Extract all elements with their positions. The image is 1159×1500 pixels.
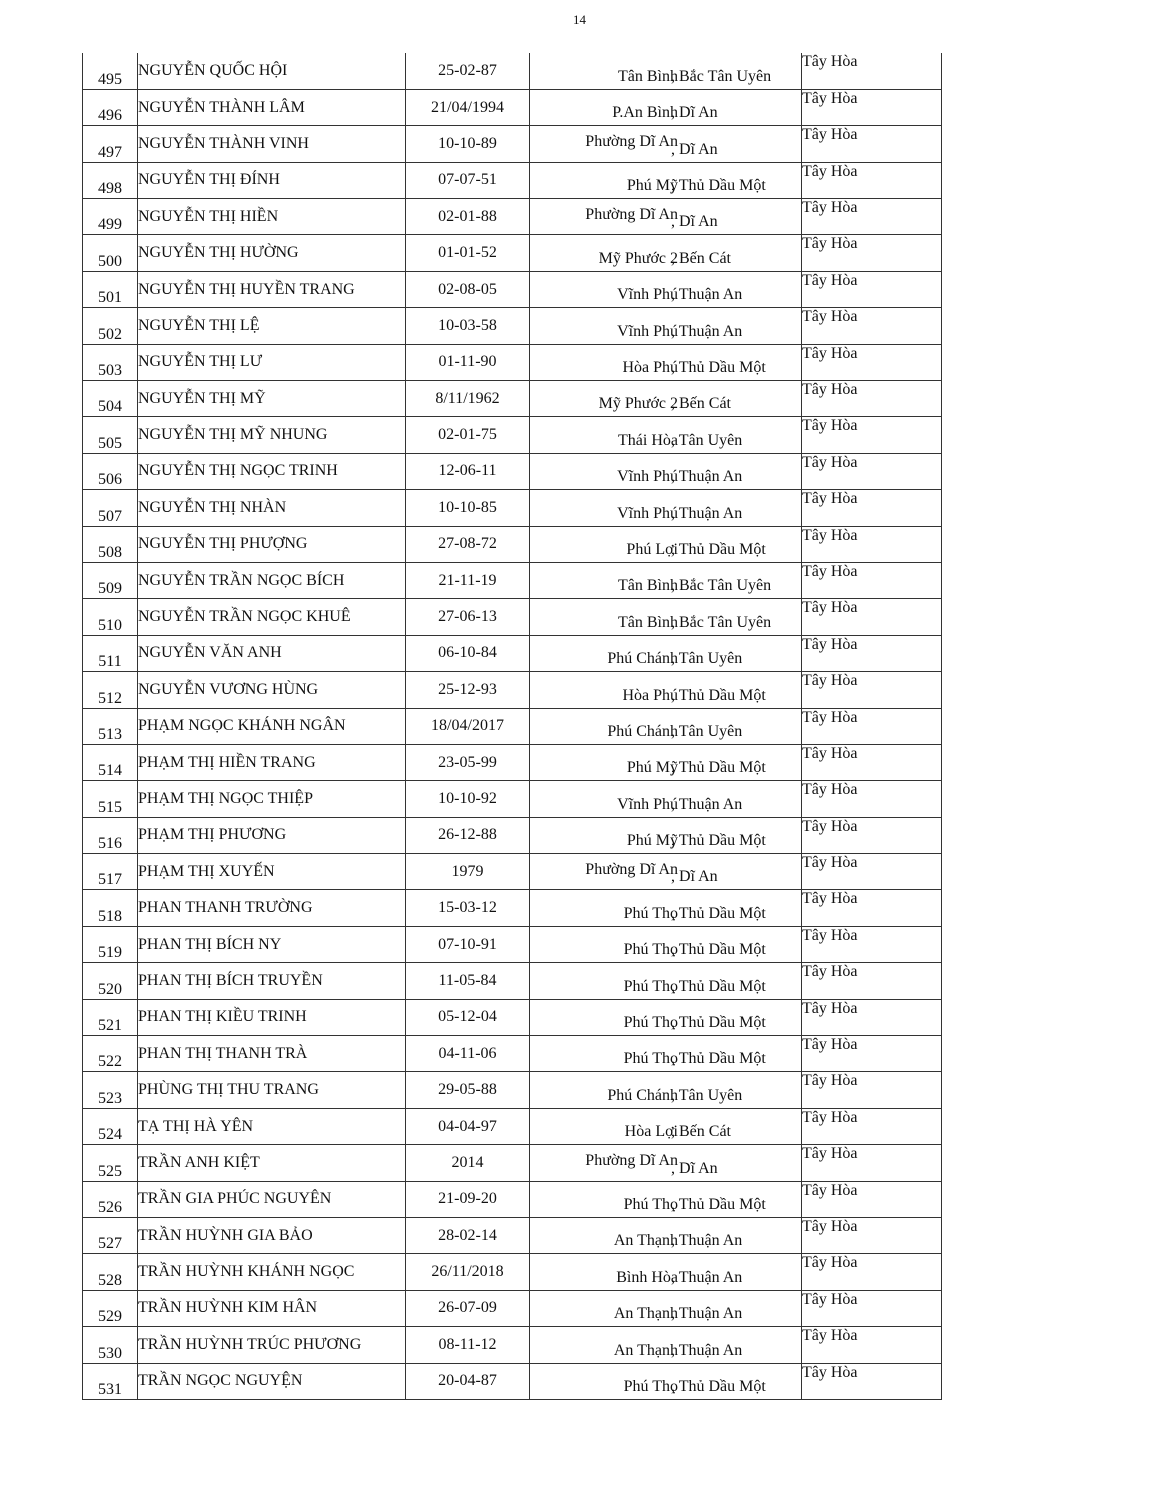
table-row bbox=[83, 417, 942, 453]
birth-date-cell: 05-12-04 bbox=[406, 999, 530, 1035]
address-cell bbox=[530, 854, 802, 890]
birth-date-cell: 01-11-90 bbox=[406, 344, 530, 380]
address-cell bbox=[530, 199, 802, 235]
birth-date-cell: 10-10-85 bbox=[406, 490, 530, 526]
row-number-cell: 525 bbox=[83, 1145, 138, 1181]
table-row bbox=[83, 199, 942, 235]
district-text: , Bến Cát bbox=[671, 1123, 731, 1141]
table-row bbox=[83, 89, 942, 125]
district-text: , Thuận An bbox=[671, 504, 743, 522]
row-number-cell: 520 bbox=[83, 963, 138, 999]
unit-cell: Tây Hòa bbox=[802, 1218, 942, 1254]
unit-cell: Tây Hòa bbox=[802, 963, 942, 999]
table-row bbox=[83, 672, 942, 708]
ward-text: Phường Dĩ An bbox=[585, 1152, 678, 1170]
district-text: , Thủ Dầu Một bbox=[671, 686, 766, 704]
full-name-cell: NGUYỄN THÀNH LÂM bbox=[138, 89, 406, 125]
row-number-cell: 499 bbox=[83, 199, 138, 235]
table-row bbox=[83, 1363, 942, 1399]
district-text: , Thủ Dầu Một bbox=[671, 759, 766, 777]
table-row bbox=[83, 381, 942, 417]
birth-date-cell: 06-10-84 bbox=[406, 635, 530, 671]
table-row bbox=[83, 53, 942, 89]
table-row bbox=[83, 1254, 942, 1290]
row-number-cell: 528 bbox=[83, 1254, 138, 1290]
table-row bbox=[83, 999, 942, 1035]
table-row bbox=[83, 708, 942, 744]
address-cell bbox=[530, 781, 802, 817]
address-cell bbox=[530, 1145, 802, 1181]
full-name-cell: NGUYỄN THỊ PHƯỢNG bbox=[138, 526, 406, 562]
ward-text: Vĩnh Phú bbox=[617, 468, 678, 486]
birth-date-cell: 11-05-84 bbox=[406, 963, 530, 999]
address-cell bbox=[530, 963, 802, 999]
birth-date-cell: 1979 bbox=[406, 854, 530, 890]
unit-cell: Tây Hòa bbox=[802, 999, 942, 1035]
unit-cell: Tây Hòa bbox=[802, 562, 942, 598]
ward-text: Thái Hòa bbox=[618, 431, 678, 449]
address-cell bbox=[530, 381, 802, 417]
address-cell bbox=[530, 1072, 802, 1108]
birth-date-cell: 12-06-11 bbox=[406, 453, 530, 489]
ward-text: Hòa Phú bbox=[622, 686, 678, 704]
address-cell bbox=[530, 1181, 802, 1217]
unit-cell: Tây Hòa bbox=[802, 1254, 942, 1290]
address-cell bbox=[530, 453, 802, 489]
address-cell bbox=[530, 1218, 802, 1254]
full-name-cell: TRẦN HUỲNH KIM HÂN bbox=[138, 1290, 406, 1326]
ward-text: An Thạnh bbox=[613, 1341, 678, 1359]
row-number-cell: 518 bbox=[83, 890, 138, 926]
table-row bbox=[83, 635, 942, 671]
district-text: , Thuận An bbox=[671, 322, 743, 340]
row-number-cell: 517 bbox=[83, 854, 138, 890]
district-text: , Bắc Tân Uyên bbox=[671, 67, 772, 85]
unit-cell: Tây Hòa bbox=[802, 635, 942, 671]
table-row bbox=[83, 781, 942, 817]
table-row bbox=[83, 308, 942, 344]
full-name-cell: PHÙNG THỊ THU TRANG bbox=[138, 1072, 406, 1108]
unit-cell: Tây Hòa bbox=[802, 344, 942, 380]
row-number-cell: 529 bbox=[83, 1290, 138, 1326]
ward-text: Tân Bình bbox=[618, 613, 678, 631]
ward-text: Mỹ Phước 2 bbox=[598, 249, 678, 267]
full-name-cell: NGUYỄN VƯƠNG HÙNG bbox=[138, 672, 406, 708]
birth-date-cell: 25-02-87 bbox=[406, 53, 530, 89]
table-row bbox=[83, 1327, 942, 1363]
birth-date-cell: 04-04-97 bbox=[406, 1108, 530, 1144]
unit-cell: Tây Hòa bbox=[802, 308, 942, 344]
birth-date-cell: 02-01-88 bbox=[406, 199, 530, 235]
unit-cell: Tây Hòa bbox=[802, 271, 942, 307]
row-number-cell: 504 bbox=[83, 381, 138, 417]
birth-date-cell: 02-01-75 bbox=[406, 417, 530, 453]
row-number-cell: 495 bbox=[83, 53, 138, 89]
district-text: , Thủ Dầu Một bbox=[671, 1377, 766, 1395]
birth-date-cell: 15-03-12 bbox=[406, 890, 530, 926]
unit-cell: Tây Hòa bbox=[802, 1290, 942, 1326]
row-number-cell: 527 bbox=[83, 1218, 138, 1254]
address-cell bbox=[530, 599, 802, 635]
row-number-cell: 501 bbox=[83, 271, 138, 307]
ward-text: Vĩnh Phú bbox=[617, 504, 678, 522]
row-number-cell: 519 bbox=[83, 926, 138, 962]
full-name-cell: NGUYỄN THỊ ĐÍNH bbox=[138, 162, 406, 198]
unit-cell: Tây Hòa bbox=[802, 199, 942, 235]
full-name-cell: PHAN THANH TRƯỜNG bbox=[138, 890, 406, 926]
table-row bbox=[83, 453, 942, 489]
address-cell bbox=[530, 308, 802, 344]
table-row bbox=[83, 526, 942, 562]
unit-cell: Tây Hòa bbox=[802, 890, 942, 926]
ward-text: Phú Mỹ bbox=[626, 832, 678, 850]
unit-cell: Tây Hòa bbox=[802, 526, 942, 562]
unit-cell: Tây Hòa bbox=[802, 162, 942, 198]
birth-date-cell: 07-07-51 bbox=[406, 162, 530, 198]
table-row bbox=[83, 1181, 942, 1217]
row-number-cell: 503 bbox=[83, 344, 138, 380]
ward-text: Phú Thọ bbox=[623, 977, 678, 995]
full-name-cell: TRẦN ANH KIỆT bbox=[138, 1145, 406, 1181]
district-text: , Tân Uyên bbox=[671, 1086, 743, 1104]
address-cell bbox=[530, 562, 802, 598]
ward-text: Phú Thọ bbox=[623, 1014, 678, 1032]
ward-text: P.An Bình bbox=[612, 104, 678, 122]
birth-date-cell: 27-08-72 bbox=[406, 526, 530, 562]
page-number: 14 bbox=[573, 12, 586, 27]
ward-text: Phú Mỹ bbox=[626, 177, 678, 195]
full-name-cell: NGUYỄN THỊ HIỀN bbox=[138, 199, 406, 235]
unit-cell: Tây Hòa bbox=[802, 744, 942, 780]
district-text: , Tân Uyên bbox=[671, 722, 743, 740]
address-cell bbox=[530, 490, 802, 526]
ward-text: Phú Chánh bbox=[607, 1086, 678, 1104]
table-row bbox=[83, 1072, 942, 1108]
birth-date-cell: 26-07-09 bbox=[406, 1290, 530, 1326]
unit-cell: Tây Hòa bbox=[802, 1108, 942, 1144]
district-text: , Thủ Dầu Một bbox=[671, 832, 766, 850]
unit-cell: Tây Hòa bbox=[802, 235, 942, 271]
full-name-cell: NGUYỄN THỊ MỸ NHUNG bbox=[138, 417, 406, 453]
row-number-cell: 521 bbox=[83, 999, 138, 1035]
address-cell bbox=[530, 53, 802, 89]
district-text: , Dĩ An bbox=[671, 213, 718, 231]
district-text: , Bắc Tân Uyên bbox=[671, 577, 772, 595]
row-number-cell: 497 bbox=[83, 126, 138, 162]
district-text: , Thủ Dầu Một bbox=[671, 1014, 766, 1032]
birth-date-cell: 04-11-06 bbox=[406, 1036, 530, 1072]
unit-cell: Tây Hòa bbox=[802, 1327, 942, 1363]
address-cell bbox=[530, 635, 802, 671]
full-name-cell: NGUYỄN VĂN ANH bbox=[138, 635, 406, 671]
ward-text: Vĩnh Phú bbox=[617, 322, 678, 340]
birth-date-cell: 26-12-88 bbox=[406, 817, 530, 853]
birth-date-cell: 08-11-12 bbox=[406, 1327, 530, 1363]
address-cell bbox=[530, 344, 802, 380]
district-text: , Thủ Dầu Một bbox=[671, 977, 766, 995]
unit-cell: Tây Hòa bbox=[802, 599, 942, 635]
row-number-cell: 500 bbox=[83, 235, 138, 271]
full-name-cell: PHAN THỊ BÍCH NY bbox=[138, 926, 406, 962]
district-text: , Thuận An bbox=[671, 1232, 743, 1250]
full-name-cell: NGUYỄN THỊ HƯỜNG bbox=[138, 235, 406, 271]
unit-cell: Tây Hòa bbox=[802, 89, 942, 125]
birth-date-cell: 25-12-93 bbox=[406, 672, 530, 708]
unit-cell: Tây Hòa bbox=[802, 417, 942, 453]
row-number-cell: 513 bbox=[83, 708, 138, 744]
address-cell bbox=[530, 526, 802, 562]
birth-date-cell: 28-02-14 bbox=[406, 1218, 530, 1254]
full-name-cell: NGUYỄN THỊ NGỌC TRINH bbox=[138, 453, 406, 489]
district-text: , Thủ Dầu Một bbox=[671, 540, 766, 558]
row-number-cell: 510 bbox=[83, 599, 138, 635]
birth-date-cell: 26/11/2018 bbox=[406, 1254, 530, 1290]
unit-cell: Tây Hòa bbox=[802, 1363, 942, 1399]
address-cell bbox=[530, 817, 802, 853]
address-cell bbox=[530, 926, 802, 962]
full-name-cell: PHAN THỊ THANH TRÀ bbox=[138, 1036, 406, 1072]
ward-text: Phú Chánh bbox=[607, 650, 678, 668]
full-name-cell: NGUYỄN THỊ HUYỀN TRANG bbox=[138, 271, 406, 307]
birth-date-cell: 8/11/1962 bbox=[406, 381, 530, 417]
ward-text: Phường Dĩ An bbox=[585, 861, 678, 879]
row-number-cell: 507 bbox=[83, 490, 138, 526]
roster-body bbox=[83, 53, 942, 1399]
unit-cell: Tây Hòa bbox=[802, 926, 942, 962]
full-name-cell: NGUYỄN THỊ LỆ bbox=[138, 308, 406, 344]
table-row bbox=[83, 744, 942, 780]
ward-text: Phú Thọ bbox=[623, 941, 678, 959]
ward-text: Phường Dĩ An bbox=[585, 206, 678, 224]
unit-cell: Tây Hòa bbox=[802, 1072, 942, 1108]
full-name-cell: PHAN THỊ BÍCH TRUYỀN bbox=[138, 963, 406, 999]
unit-cell: Tây Hòa bbox=[802, 126, 942, 162]
table-row bbox=[83, 344, 942, 380]
district-text: , Bắc Tân Uyên bbox=[671, 613, 772, 631]
table-row bbox=[83, 963, 942, 999]
birth-date-cell: 10-10-92 bbox=[406, 781, 530, 817]
birth-date-cell: 10-03-58 bbox=[406, 308, 530, 344]
full-name-cell: PHẠM NGỌC KHÁNH NGÂN bbox=[138, 708, 406, 744]
ward-text: Phú Thọ bbox=[623, 904, 678, 922]
district-text: , Dĩ An bbox=[671, 140, 718, 158]
district-text: , Thủ Dầu Một bbox=[671, 904, 766, 922]
birth-date-cell: 27-06-13 bbox=[406, 599, 530, 635]
birth-date-cell: 20-04-87 bbox=[406, 1363, 530, 1399]
row-number-cell: 506 bbox=[83, 453, 138, 489]
table-row bbox=[83, 1290, 942, 1326]
full-name-cell: PHẠM THỊ NGỌC THIỆP bbox=[138, 781, 406, 817]
ward-text: Tân Bình bbox=[618, 577, 678, 595]
address-cell bbox=[530, 999, 802, 1035]
birth-date-cell: 10-10-89 bbox=[406, 126, 530, 162]
address-cell bbox=[530, 235, 802, 271]
table-row bbox=[83, 599, 942, 635]
ward-text: Phường Dĩ An bbox=[585, 133, 678, 151]
roster-table bbox=[82, 53, 942, 1400]
table-row bbox=[83, 890, 942, 926]
row-number-cell: 496 bbox=[83, 89, 138, 125]
district-text: , Thuận An bbox=[671, 1268, 743, 1286]
district-text: , Thủ Dầu Một bbox=[671, 1196, 766, 1213]
row-number-cell: 508 bbox=[83, 526, 138, 562]
table-row bbox=[83, 162, 942, 198]
full-name-cell: PHẠM THỊ XUYẾN bbox=[138, 854, 406, 890]
address-cell bbox=[530, 744, 802, 780]
table-row bbox=[83, 1145, 942, 1181]
address-cell bbox=[530, 126, 802, 162]
row-number-cell: 531 bbox=[83, 1363, 138, 1399]
birth-date-cell: 01-01-52 bbox=[406, 235, 530, 271]
ward-text: Hòa Phú bbox=[622, 359, 678, 377]
district-text: , Tân Uyên bbox=[671, 650, 743, 668]
birth-date-cell: 21/04/1994 bbox=[406, 89, 530, 125]
row-number-cell: 509 bbox=[83, 562, 138, 598]
address-cell bbox=[530, 890, 802, 926]
district-text: , Thuận An bbox=[671, 1341, 743, 1359]
unit-cell: Tây Hòa bbox=[802, 1036, 942, 1072]
address-cell bbox=[530, 271, 802, 307]
table-row bbox=[83, 817, 942, 853]
ward-text: Vĩnh Phú bbox=[617, 795, 678, 813]
full-name-cell: TRẦN NGỌC NGUYỆN bbox=[138, 1363, 406, 1399]
ward-text: Bình Hòa bbox=[616, 1268, 678, 1286]
ward-text: Phú Lợi bbox=[626, 540, 678, 558]
full-name-cell: TRẦN HUỲNH GIA BẢO bbox=[138, 1218, 406, 1254]
district-text: , Thủ Dầu Một bbox=[671, 177, 766, 195]
unit-cell: Tây Hòa bbox=[802, 672, 942, 708]
district-text: , Dĩ An bbox=[671, 868, 718, 886]
ward-text: Phú Chánh bbox=[607, 722, 678, 740]
full-name-cell: NGUYỄN QUỐC HỘI bbox=[138, 53, 406, 89]
ward-text: Phú Thọ bbox=[623, 1050, 678, 1068]
row-number-cell: 526 bbox=[83, 1181, 138, 1217]
full-name-cell: NGUYỄN TRẦN NGỌC KHUÊ bbox=[138, 599, 406, 635]
ward-text: Tân Bình bbox=[618, 67, 678, 85]
ward-text: An Thạnh bbox=[613, 1232, 678, 1250]
district-text: , Tân Uyên bbox=[671, 431, 743, 449]
full-name-cell: TRẦN HUỲNH TRÚC PHƯƠNG bbox=[138, 1327, 406, 1363]
address-cell bbox=[530, 1290, 802, 1326]
unit-cell: Tây Hòa bbox=[802, 1145, 942, 1181]
ward-text: Phú Thọ bbox=[623, 1196, 678, 1213]
ward-text: Vĩnh Phú bbox=[617, 286, 678, 304]
row-number-cell: 498 bbox=[83, 162, 138, 198]
unit-cell: Tây Hòa bbox=[802, 854, 942, 890]
birth-date-cell: 18/04/2017 bbox=[406, 708, 530, 744]
district-text: , Bến Cát bbox=[671, 249, 731, 267]
ward-text: An Thạnh bbox=[613, 1305, 678, 1323]
unit-cell: Tây Hòa bbox=[802, 53, 942, 89]
full-name-cell: PHẠM THỊ HIỀN TRANG bbox=[138, 744, 406, 780]
row-number-cell: 514 bbox=[83, 744, 138, 780]
address-cell bbox=[530, 672, 802, 708]
unit-cell: Tây Hòa bbox=[802, 490, 942, 526]
full-name-cell: NGUYỄN THÀNH VINH bbox=[138, 126, 406, 162]
birth-date-cell: 21-09-20 bbox=[406, 1181, 530, 1217]
table-row bbox=[83, 926, 942, 962]
unit-cell: Tây Hòa bbox=[802, 381, 942, 417]
full-name-cell: NGUYỄN TRẦN NGỌC BÍCH bbox=[138, 562, 406, 598]
row-number-cell: 505 bbox=[83, 417, 138, 453]
row-number-cell: 530 bbox=[83, 1327, 138, 1363]
table-row bbox=[83, 1108, 942, 1144]
district-text: , Thuận An bbox=[671, 286, 743, 304]
district-text: , Dĩ An bbox=[671, 1159, 718, 1177]
district-text: , Bến Cát bbox=[671, 395, 731, 413]
district-text: , Thủ Dầu Một bbox=[671, 1050, 766, 1068]
district-text: , Thủ Dầu Một bbox=[671, 941, 766, 959]
birth-date-cell: 07-10-91 bbox=[406, 926, 530, 962]
row-number-cell: 524 bbox=[83, 1108, 138, 1144]
row-number-cell: 522 bbox=[83, 1036, 138, 1072]
birth-date-cell: 21-11-19 bbox=[406, 562, 530, 598]
district-text: , Thuận An bbox=[671, 795, 743, 813]
table-row bbox=[83, 854, 942, 890]
full-name-cell: TRẦN HUỲNH KHÁNH NGỌC bbox=[138, 1254, 406, 1290]
full-name-cell: NGUYỄN THỊ MỸ bbox=[138, 381, 406, 417]
ward-text: Hòa Lợi bbox=[624, 1123, 678, 1141]
row-number-cell: 516 bbox=[83, 817, 138, 853]
table-row bbox=[83, 126, 942, 162]
full-name-cell: NGUYỄN THỊ NHÀN bbox=[138, 490, 406, 526]
address-cell bbox=[530, 89, 802, 125]
ward-text: Phú Thọ bbox=[623, 1377, 678, 1395]
district-text: , Thủ Dầu Một bbox=[671, 359, 766, 377]
ward-text: Phú Mỹ bbox=[626, 759, 678, 777]
birth-date-cell: 29-05-88 bbox=[406, 1072, 530, 1108]
address-cell bbox=[530, 708, 802, 744]
table-row bbox=[83, 1218, 942, 1254]
birth-date-cell: 23-05-99 bbox=[406, 744, 530, 780]
row-number-cell: 515 bbox=[83, 781, 138, 817]
address-cell bbox=[530, 1363, 802, 1399]
table-row bbox=[83, 271, 942, 307]
full-name-cell: TRẦN GIA PHÚC NGUYÊN bbox=[138, 1181, 406, 1217]
full-name-cell: NGUYỄN THỊ LƯ bbox=[138, 344, 406, 380]
unit-cell: Tây Hòa bbox=[802, 708, 942, 744]
address-cell bbox=[530, 1254, 802, 1290]
table-row bbox=[83, 235, 942, 271]
district-text: , Thuận An bbox=[671, 468, 743, 486]
address-cell bbox=[530, 162, 802, 198]
address-cell bbox=[530, 1108, 802, 1144]
district-text: , Thuận An bbox=[671, 1305, 743, 1323]
birth-date-cell: 02-08-05 bbox=[406, 271, 530, 307]
table-row bbox=[83, 490, 942, 526]
full-name-cell: PHẠM THỊ PHƯƠNG bbox=[138, 817, 406, 853]
unit-cell: Tây Hòa bbox=[802, 817, 942, 853]
table-row bbox=[83, 1036, 942, 1072]
address-cell bbox=[530, 1327, 802, 1363]
address-cell bbox=[530, 417, 802, 453]
table-row bbox=[83, 562, 942, 598]
unit-cell: Tây Hòa bbox=[802, 1181, 942, 1217]
row-number-cell: 523 bbox=[83, 1072, 138, 1108]
unit-cell: Tây Hòa bbox=[802, 453, 942, 489]
unit-cell: Tây Hòa bbox=[802, 781, 942, 817]
ward-text: Mỹ Phước 2 bbox=[598, 395, 678, 413]
full-name-cell: TẠ THỊ HÀ YÊN bbox=[138, 1108, 406, 1144]
address-cell bbox=[530, 1036, 802, 1072]
row-number-cell: 502 bbox=[83, 308, 138, 344]
birth-date-cell: 2014 bbox=[406, 1145, 530, 1181]
row-number-cell: 511 bbox=[83, 635, 138, 671]
district-text: , Dĩ An bbox=[671, 104, 718, 122]
full-name-cell: PHAN THỊ KIỀU TRINH bbox=[138, 999, 406, 1035]
row-number-cell: 512 bbox=[83, 672, 138, 708]
